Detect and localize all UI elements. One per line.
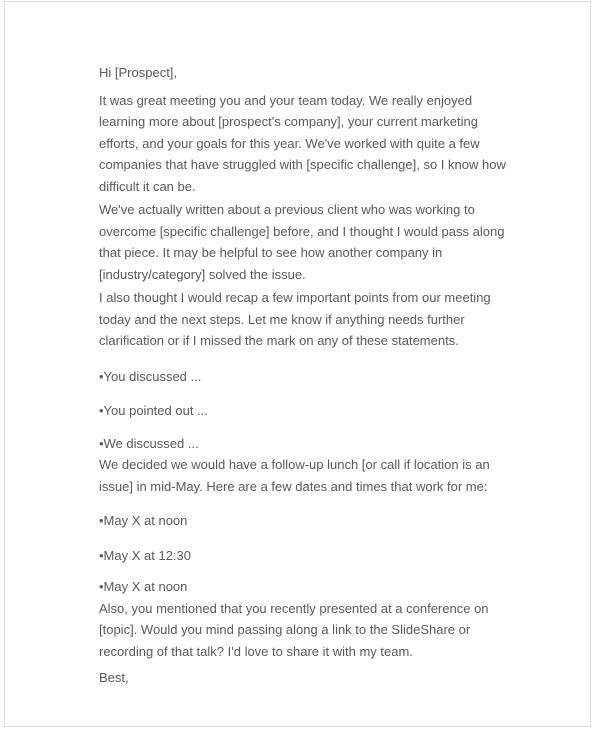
bullet-you-discussed: •You discussed ... bbox=[99, 368, 202, 384]
paragraph-slideshare: Also, you mentioned that you recently presented at a conference on [topic]. Would you mind passing along a link to the SlideShare or recording of that talk? I'd love to share it with my team. bbox=[99, 600, 489, 659]
signoff-line: Best, bbox=[99, 670, 129, 685]
bullet-date-2: •May X at 12:30 bbox=[99, 547, 191, 563]
letter-body bbox=[99, 62, 517, 689]
bullet-we-discussed: •We discussed ... bbox=[99, 435, 199, 451]
paragraph-intro: It was great meeting you and your team today. We really enjoyed learning more about [prospect's company], your current marketing efforts, and your goals for this year. We've worked with quite a few companies that have struggled with [specific challenge], so I know how difficult it can be. bbox=[99, 92, 506, 194]
greeting-line: Hi [Prospect], bbox=[99, 65, 178, 80]
bullet-date-1: •May X at noon bbox=[99, 513, 188, 528]
bullet-date-3: •May X at noon bbox=[99, 579, 188, 594]
paragraph-recap: I also thought I would recap a few important points from our meeting today and the next steps. Let me know if anything needs further clarification or if I missed the mark on any of these statements. bbox=[99, 290, 491, 348]
paragraph-case-study: We've actually written about a previous client who was working to overcome [specific challenge] before, and I thought I would pass along that piece. It may be helpful to see how another company in [industry/category] solved the issue. bbox=[99, 202, 505, 282]
paragraph-follow-up: We decided we would have a follow-up lunch [or call if location is an issue] in mid-May. Here are a few dates and times that work for me: bbox=[99, 457, 490, 494]
letter-page bbox=[4, 1, 591, 727]
bullet-you-pointed-out: •You pointed out ... bbox=[99, 403, 208, 418]
